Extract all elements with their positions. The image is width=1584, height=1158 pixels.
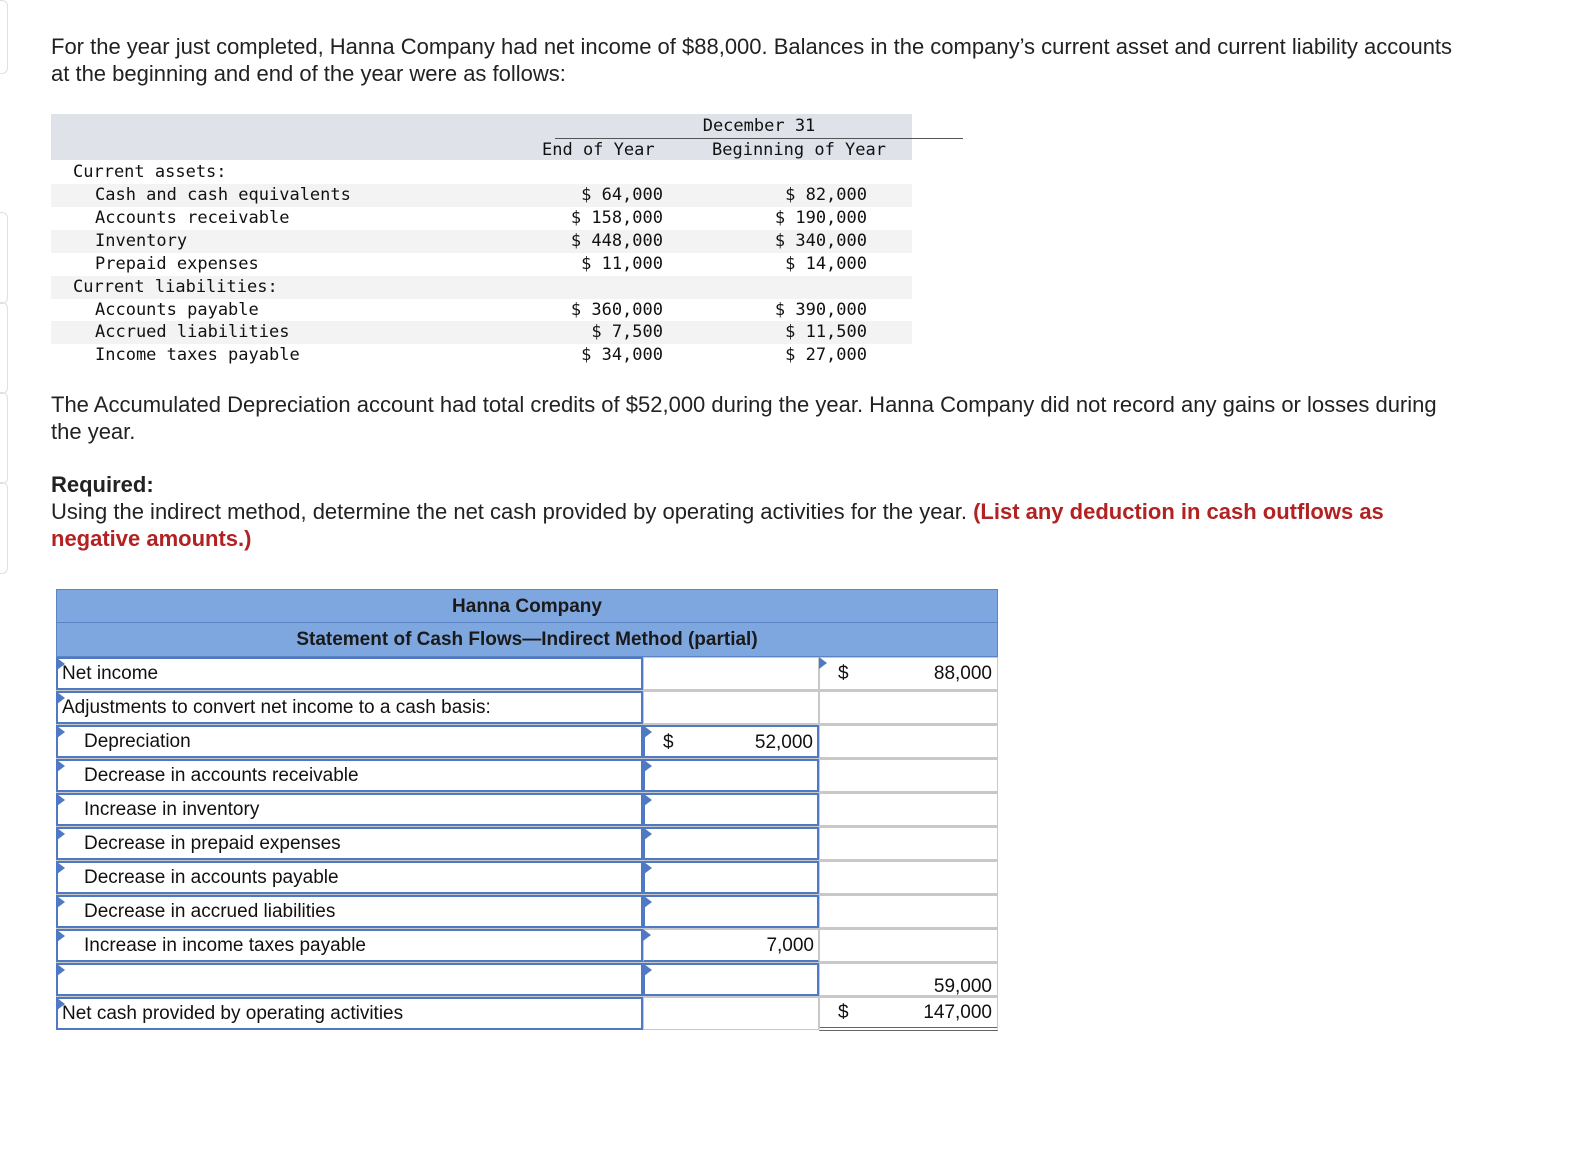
- net-cash-value: $ 147,000: [819, 997, 998, 1031]
- balance-row: Cash and cash equivalents $ 64,000 $ 82,000: [51, 184, 912, 207]
- statement-title: Statement of Cash Flows—Indirect Method (partial): [56, 623, 998, 657]
- required-heading: Required:: [51, 472, 154, 497]
- dropdown-marker-icon: [644, 828, 652, 840]
- dropdown-marker-icon: [644, 862, 652, 874]
- adjustment-right-cell: [819, 895, 998, 928]
- dropdown-marker-icon: [57, 658, 65, 670]
- edge-tab: [0, 302, 8, 394]
- adjustment-right-cell: [819, 759, 998, 792]
- adjustment-amount-input[interactable]: [643, 963, 819, 996]
- dropdown-marker-icon: [57, 726, 65, 738]
- row-adjustment-item: [56, 827, 998, 861]
- section-current-assets: Current assets:: [73, 162, 227, 182]
- balance-table-header: [51, 114, 912, 160]
- intro-paragraph: For the year just completed, Hanna Company had net income of $88,000. Balances in the company’s current asset and current liability accounts at the beginning and end of the year were as follows:: [51, 34, 1453, 86]
- adjustment-amount-input[interactable]: [643, 827, 819, 860]
- dropdown-marker-icon: [644, 726, 652, 738]
- adjustment-amount-input[interactable]: [643, 793, 819, 826]
- row-net-cash: [56, 997, 998, 1031]
- cash-flow-statement: [56, 589, 998, 1031]
- header-end-of-year: End of Year: [542, 140, 655, 160]
- row-adjustment-item: [56, 725, 998, 759]
- adjustment-label-dropdown[interactable]: Depreciation: [56, 725, 643, 758]
- adjustment-label-dropdown[interactable]: Increase in inventory: [56, 793, 643, 826]
- required-instructions: Using the indirect method, determine the net cash provided by operating activities for the year. (List any deduction in cash outflows as negative amounts.): [51, 499, 1384, 551]
- adjustments-total: 59,000: [819, 963, 998, 996]
- row-adjustment-item: [56, 793, 998, 827]
- adjustment-label-dropdown[interactable]: Decrease in accounts receivable: [56, 759, 643, 792]
- accumulated-depreciation-paragraph: The Accumulated Depreciation account had total credits of $52,000 during the year. Hanna Company did not record any gains or losses during the year.: [51, 392, 1437, 444]
- dropdown-marker-icon: [57, 964, 65, 976]
- row-adjustment-item: [56, 929, 998, 963]
- section-current-liabilities: Current liabilities:: [51, 276, 912, 299]
- dropdown-marker-icon: [57, 930, 65, 942]
- balance-row: Income taxes payable $ 34,000 $ 27,000: [95, 345, 867, 365]
- adjustment-label-dropdown[interactable]: Decrease in accounts payable: [56, 861, 643, 894]
- net-cash-mid-cell: [643, 997, 819, 1030]
- adjustment-amount-input[interactable]: 7,000: [643, 929, 819, 962]
- header-december-31: December 31: [555, 116, 963, 139]
- adjustments-right-cell: [819, 691, 998, 724]
- dropdown-marker-icon: [644, 896, 652, 908]
- net-income-mid-cell: [643, 657, 819, 690]
- dropdown-marker-icon: [819, 657, 827, 669]
- adjustment-amount-input[interactable]: $ 52,000: [643, 725, 819, 758]
- adjustment-amount-input[interactable]: [643, 759, 819, 792]
- balance-row: Accrued liabilities $ 7,500 $ 11,500: [51, 321, 912, 344]
- row-adjustment-item: [56, 861, 998, 895]
- balance-row: Accounts payable $ 360,000 $ 390,000: [95, 300, 867, 320]
- adjustment-label-dropdown[interactable]: [56, 963, 643, 996]
- dropdown-marker-icon: [644, 964, 652, 976]
- adjustment-right-cell: [819, 725, 998, 758]
- adjustment-amount-input[interactable]: [643, 895, 819, 928]
- row-adjustment-item: [56, 895, 998, 929]
- row-adjustments-heading: [56, 691, 998, 725]
- edge-tab: [0, 0, 8, 74]
- dropdown-marker-icon: [644, 794, 652, 806]
- dropdown-marker-icon: [57, 998, 65, 1010]
- header-beginning-of-year: Beginning of Year: [712, 140, 886, 160]
- row-adjustment-item: [56, 759, 998, 793]
- adjustment-right-cell: [819, 827, 998, 860]
- adjustment-label-dropdown[interactable]: Decrease in prepaid expenses: [56, 827, 643, 860]
- dropdown-marker-icon: [57, 692, 65, 704]
- adjustment-right-cell: [819, 929, 998, 962]
- adjustment-label-dropdown[interactable]: Decrease in accrued liabilities: [56, 895, 643, 928]
- dropdown-marker-icon: [643, 929, 651, 941]
- edge-tab: [0, 212, 8, 304]
- row-adjustment-item: [56, 963, 998, 997]
- adjustment-amount-input[interactable]: [643, 861, 819, 894]
- dropdown-marker-icon: [57, 862, 65, 874]
- net-income-value: $ 88,000: [819, 657, 998, 690]
- adjustment-label-dropdown[interactable]: Increase in income taxes payable: [56, 929, 643, 962]
- adjustment-right-cell: [819, 861, 998, 894]
- adjustments-label[interactable]: Adjustments to convert net income to a cash basis:: [56, 691, 643, 724]
- dropdown-marker-icon: [644, 760, 652, 772]
- adjustments-mid-cell: [643, 691, 819, 724]
- dropdown-marker-icon: [57, 794, 65, 806]
- adjustment-right-cell: [819, 793, 998, 826]
- balance-row: Prepaid expenses $ 11,000 $ 14,000: [95, 254, 867, 274]
- edge-tab: [0, 482, 8, 574]
- row-net-income: [56, 657, 998, 691]
- edge-tab: [0, 392, 8, 484]
- dropdown-marker-icon: [57, 828, 65, 840]
- balance-row: Accounts receivable $ 158,000 $ 190,000: [95, 208, 867, 228]
- net-cash-label[interactable]: Net cash provided by operating activities: [56, 997, 643, 1030]
- statement-company: Hanna Company: [56, 589, 998, 623]
- dropdown-marker-icon: [57, 760, 65, 772]
- required-note: (List any deduction in cash outflows as negative amounts.): [51, 499, 1384, 551]
- balance-row: Inventory $ 448,000 $ 340,000: [51, 230, 912, 253]
- dropdown-marker-icon: [57, 896, 65, 908]
- net-income-label[interactable]: Net income: [56, 657, 643, 690]
